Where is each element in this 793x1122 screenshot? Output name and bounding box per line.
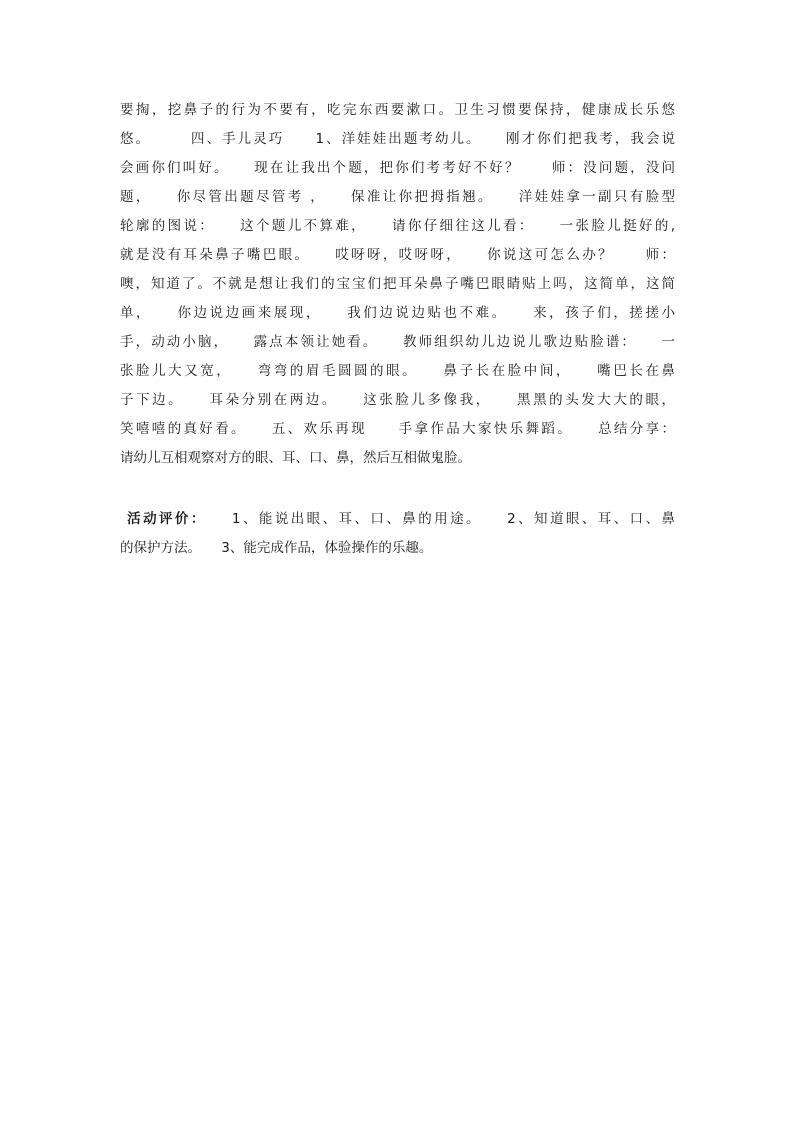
evaluation-line xyxy=(120,505,675,534)
body-line: 就是没有耳朵鼻子嘴巴眼。 哎呀呀，哎呀呀， 你说这可怎么办？ 师： xyxy=(120,247,675,263)
body-line: 悠。 四、手儿灵巧 1、洋娃娃出题考幼儿。 刚才你们把我考，我会说 xyxy=(120,131,675,147)
evaluation-text: 1、能说出眼、耳、口、鼻的用途。 2、知道眼、耳、口、鼻 xyxy=(200,511,675,527)
body-line: 轮廓的图说： 这个题儿不算难， 请你仔细往这儿看： 一张脸儿挺好的, xyxy=(120,218,675,234)
body-line: 请幼儿互相观察对方的眼、耳、口、鼻，然后互相做鬼脸。 xyxy=(120,450,471,466)
body-line: 子下边。 耳朵分别在两边。 这张脸儿多像我， 黑黑的头发大大的眼， xyxy=(120,392,675,408)
evaluation-line: 的保护方法。 3、能完成作品，体验操作的乐趣。 xyxy=(120,540,433,556)
evaluation-label: 活动评价： xyxy=(120,511,201,527)
body-line: 张脸儿大又宽， 弯弯的眉毛圆圆的眼。 鼻子长在脸中间， 嘴巴长在鼻 xyxy=(120,363,675,379)
body-line: 题， 你尽管出题尽管考 ， 保准让你把拇指翘。 洋娃娃拿一副只有脸型 xyxy=(120,189,675,205)
body-line: 单， 你边说边画来展现， 我们边说边贴也不难。 来，孩子们，搓搓小 xyxy=(120,305,675,321)
body-line: 会画你们叫好。 现在让我出个题，把你们考考好不好？ 师：没问题，没问 xyxy=(120,160,675,176)
body-line: 要掏，挖鼻子的行为不要有，吃完东西要漱口。卫生习惯要保持，健康成长乐悠 xyxy=(120,102,675,118)
activity-body-paragraph xyxy=(120,96,675,473)
body-line: 手，动动小脑， 露点本领让她看。 教师组织幼儿边说儿歌边贴脸谱： 一 xyxy=(120,334,675,350)
body-line: 噢，知道了。不就是想让我们的宝宝们把耳朵鼻子嘴巴眼睛贴上吗，这简单，这简 xyxy=(120,276,675,292)
activity-evaluation-paragraph xyxy=(120,505,675,563)
body-line: 笑嘻嘻的真好看。 五、欢乐再现 手拿作品大家快乐舞蹈。 总结分享： xyxy=(120,421,675,437)
